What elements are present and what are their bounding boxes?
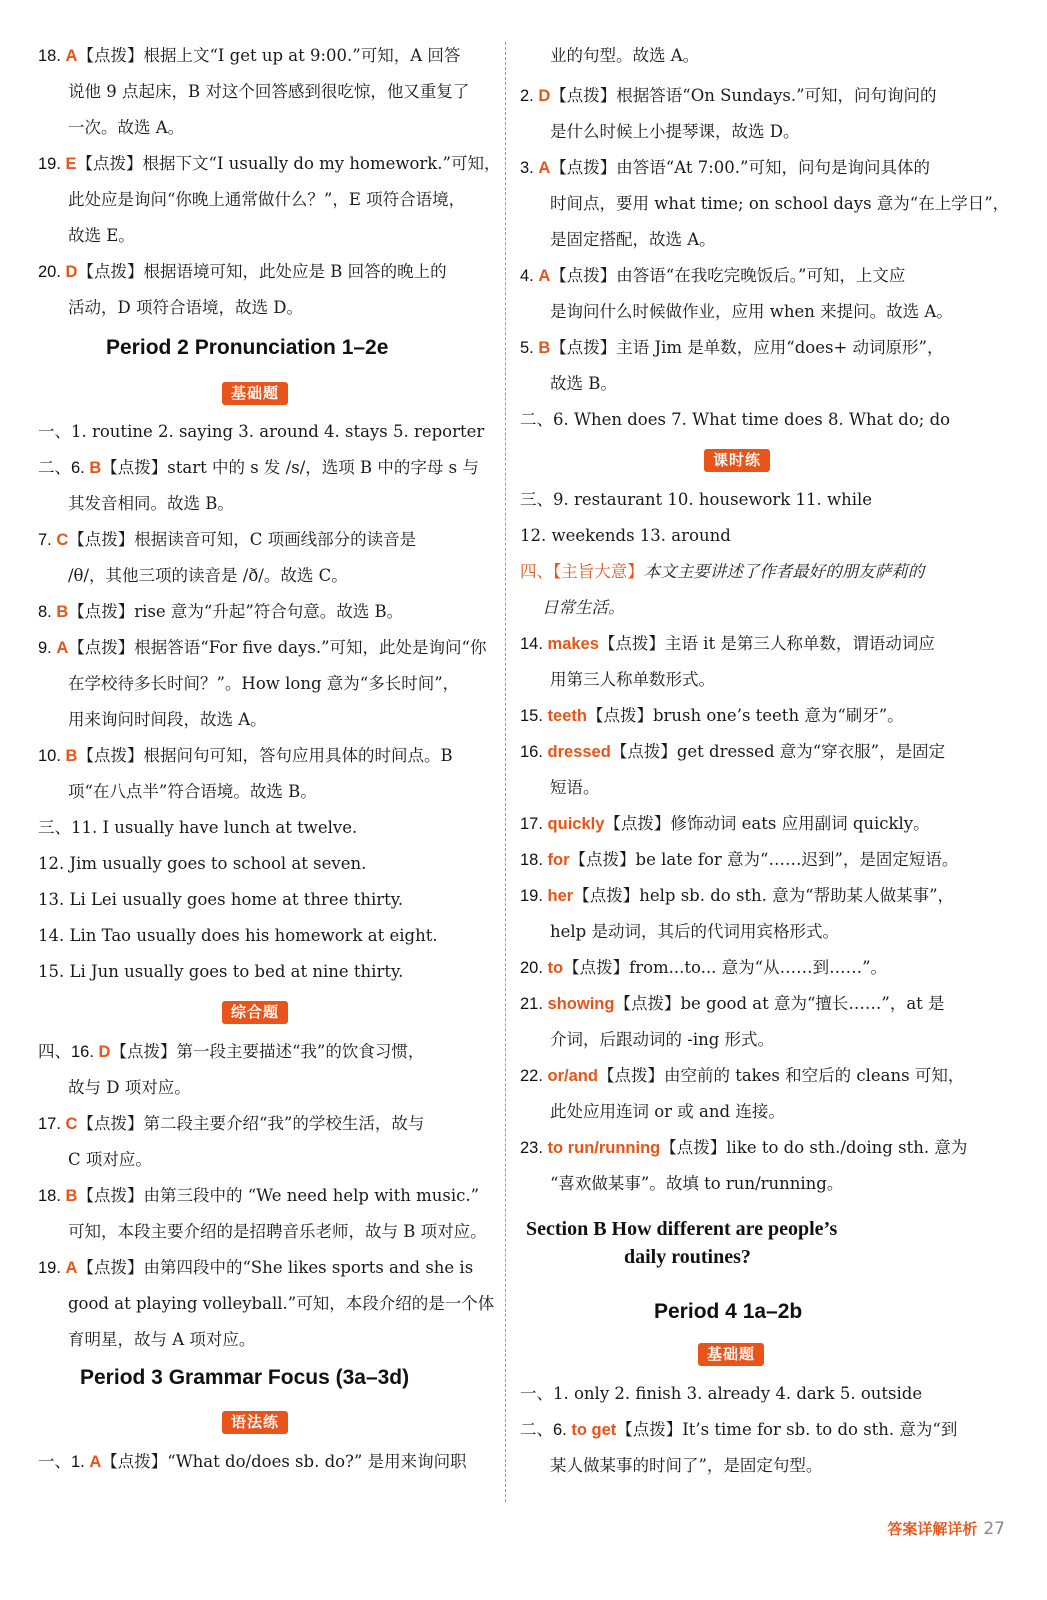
item-number: 9. (38, 639, 57, 657)
answer-line (68, 1078, 191, 1098)
answer-line (68, 1222, 487, 1242)
page-footer (887, 1518, 1005, 1539)
answer-line (68, 226, 135, 246)
answer-key: A (538, 159, 551, 177)
answer-line (550, 670, 715, 690)
explanation-text: 【点拨】由答语“在我吃完晚饭后。”可知，上文应 (550, 266, 906, 285)
explanation-text: 【点拨】第二段主要介绍“我”的学校生活，故与 (77, 1114, 425, 1133)
explanation-text: 故选 E。 (68, 226, 135, 245)
answer-key: A (65, 47, 78, 65)
answer-key: B (56, 603, 69, 621)
explanation-text: good at playing volleyball.”可知，本段介绍的是一个体 (68, 1294, 495, 1313)
answer-key: to run/running (547, 1139, 661, 1157)
answer-key: D (98, 1043, 111, 1061)
explanation-text: 15. Li Jun usually goes to bed at nine thirty. (38, 962, 404, 981)
answer-line (38, 530, 416, 550)
explanation-text: 故选 B。 (550, 374, 617, 393)
answer-line (38, 926, 438, 946)
answer-line (550, 922, 839, 942)
answer-key: B (538, 339, 551, 357)
item-number: 8. (38, 603, 57, 621)
item-number: 3. (520, 159, 539, 177)
explanation-text: 此处应用连词 or 或 and 连接。 (550, 1102, 785, 1121)
explanation-text: 一、1. routine 2. saying 3. around 4. stays 5. reporter (38, 422, 485, 441)
answer-line (38, 602, 403, 622)
main-idea-label: 四、【主旨大意】 (520, 562, 644, 581)
answer-key: showing (547, 995, 615, 1013)
explanation-text: 项“在八点半”符合语境。故选 B。 (68, 782, 317, 801)
explanation-text: 【点拨】“What do/does sb. do?” 是用来询问职 (101, 1452, 467, 1471)
main-idea-row (520, 562, 924, 582)
answer-key: to (547, 959, 564, 977)
section-b-heading-cont: daily routines? (624, 1246, 751, 1268)
explanation-text: help 是动词，其后的代词用宾格形式。 (550, 922, 839, 941)
answer-key: her (547, 887, 574, 905)
explanation-text: 介词，后跟动词的 -ing 形式。 (550, 1030, 775, 1049)
item-number: 4. (520, 267, 539, 285)
footer-label: 答案详解详析 (887, 1520, 978, 1538)
explanation-text: 一、1. only 2. finish 3. already 4. dark 5. outside (520, 1384, 923, 1403)
answer-key: B (65, 747, 78, 765)
item-number: 一、1. (38, 1453, 90, 1471)
explanation-text: 【点拨】get dressed 意为“穿衣服”，是固定 (610, 742, 946, 761)
answer-line (550, 302, 953, 322)
explanation-text: 【点拨】根据答语“For five days.”可知，此处是询问“你 (68, 638, 487, 657)
explanation-text: 用第三人称单数形式。 (550, 670, 715, 689)
answer-line (520, 886, 954, 906)
explanation-text: C 项对应。 (68, 1150, 152, 1169)
explanation-text: 【点拨】be late for 意为“……迟到”，是固定短语。 (569, 850, 959, 869)
answer-key: C (65, 1115, 78, 1133)
explanation-text: 是什么时候上小提琴课，故选 D。 (550, 122, 800, 141)
item-number: 20. (38, 263, 66, 281)
answer-line (38, 818, 357, 838)
period-2-heading: Period 2 Pronunciation 1–2e (106, 336, 389, 359)
answer-line (520, 1384, 922, 1404)
answer-line (550, 1456, 822, 1476)
answer-line (520, 742, 945, 762)
answer-line (38, 890, 403, 910)
badge-zongheti: 综合题 (222, 1001, 288, 1024)
answer-line (520, 526, 731, 546)
explanation-text: 【点拨】It’s time for sb. to do sth. 意为“到 (616, 1420, 958, 1439)
period-4-heading: Period 4 1a–2b (654, 1300, 803, 1323)
answer-line (38, 1042, 424, 1062)
item-number: 二、6. (520, 1421, 572, 1439)
explanation-text: 12. weekends 13. around (520, 526, 731, 545)
item-number: 22. (520, 1067, 548, 1085)
answer-line (38, 746, 453, 766)
answer-key: A (65, 1259, 78, 1277)
answer-key: dressed (547, 743, 611, 761)
item-number: 15. (520, 707, 548, 725)
explanation-text: 育明星，故与 A 项对应。 (68, 1330, 256, 1349)
explanation-text: 业的句型。故选 A。 (550, 46, 700, 65)
item-number: 四、16. (38, 1043, 99, 1061)
answer-line (550, 778, 600, 798)
answer-key: teeth (547, 707, 587, 725)
main-idea-text: 本文主要讲述了作者最好的朋友萨莉的 (643, 562, 925, 581)
answer-line (550, 230, 716, 250)
item-number: 二、6. (38, 459, 90, 477)
explanation-text: 三、9. restaurant 10. housework 11. while (520, 490, 873, 509)
explanation-text: 【点拨】根据问句可知，答句应用具体的时间点。B (77, 746, 453, 765)
answer-line (38, 262, 447, 282)
explanation-text: 二、6. When does 7. What time does 8. What do; do (520, 410, 951, 429)
column-divider (505, 42, 506, 1502)
explanation-text: 【点拨】根据答语“On Sundays.”可知，问句询问的 (550, 86, 937, 105)
answer-line (68, 1330, 255, 1350)
explanation-text: 时间点，要用 what time; on school days 意为“在上学日”， (550, 194, 1010, 213)
item-number: 14. (520, 635, 548, 653)
answer-key: A (89, 1453, 102, 1471)
explanation-text: 【点拨】由第三段中的 “We need help with music.” (77, 1186, 480, 1205)
badge-jichuti-2: 基础题 (698, 1343, 764, 1366)
answer-line (550, 374, 617, 394)
answer-line (38, 638, 486, 658)
explanation-text: 一次。故选 A。 (68, 118, 185, 137)
answer-line (38, 458, 479, 478)
period-3-heading: Period 3 Grammar Focus (3a–3d) (80, 1366, 410, 1389)
explanation-text: 13. Li Lei usually goes home at three thirty. (38, 890, 404, 909)
answer-line (38, 1186, 479, 1206)
explanation-text: 【点拨】be good at 意为“擅长……”，at 是 (614, 994, 945, 1013)
explanation-text: 【点拨】根据下文“I usually do my homework.”可知， (76, 154, 501, 173)
explanation-text: 【点拨】由第四段中的“She likes sports and she is (77, 1258, 474, 1277)
explanation-text: 【点拨】like to do sth./doing sth. 意为 (660, 1138, 968, 1157)
explanation-text: 【点拨】help sb. do sth. 意为“帮助某人做某事”， (573, 886, 955, 905)
explanation-text: 【点拨】brush one’s teeth 意为“刷牙”。 (586, 706, 904, 725)
item-number: 17. (520, 815, 548, 833)
item-number: 21. (520, 995, 548, 1013)
answer-line (520, 1138, 967, 1158)
item-number: 19. (38, 155, 66, 173)
answer-line (38, 962, 403, 982)
answer-line (520, 634, 935, 654)
explanation-text: 【点拨】主语 it 是第三人称单数，谓语动词应 (598, 634, 935, 653)
item-number: 7. (38, 531, 57, 549)
explanation-text: 可知，本段主要介绍的是招聘音乐老师，故与 B 项对应。 (68, 1222, 487, 1241)
item-number: 23. (520, 1139, 548, 1157)
explanation-text: 此处应是询问“你晚上通常做什么？”，E 项符合语境， (68, 190, 466, 209)
item-number: 10. (38, 747, 66, 765)
answer-line (38, 1258, 473, 1278)
explanation-text: 某人做某事的时间了”，是固定句型。 (550, 1456, 823, 1475)
answer-line (520, 266, 905, 286)
answer-line (520, 338, 943, 358)
explanation-text: “喜欢做某事”。故填 to run/running。 (550, 1174, 844, 1193)
explanation-text: 【点拨】根据上文“I get up at 9:00.”可知，A 回答 (77, 46, 461, 65)
answer-line (38, 1114, 424, 1134)
answer-line (550, 122, 799, 142)
answer-line (520, 958, 887, 978)
answer-line (38, 422, 484, 442)
section-b-heading: Section B How different are people’s (526, 1218, 838, 1240)
answer-line (520, 86, 937, 106)
answer-line (520, 814, 930, 834)
explanation-text: 12. Jim usually goes to school at seven. (38, 854, 367, 873)
badge-keshilian: 课时练 (704, 449, 770, 472)
answer-line (520, 158, 930, 178)
answer-key: quickly (547, 815, 605, 833)
answer-line (520, 1420, 957, 1440)
answer-key: to get (571, 1421, 617, 1439)
answer-line (38, 154, 500, 174)
answer-key: E (65, 155, 77, 173)
explanation-text: 【点拨】start 中的 s 发 /s/，选项 B 中的字母 s 与 (101, 458, 479, 477)
item-number: 5. (520, 339, 539, 357)
explanation-text: 【点拨】第一段主要描述“我”的饮食习惯， (110, 1042, 425, 1061)
explanation-text: 14. Lin Tao usually does his homework at eight. (38, 926, 438, 945)
item-number: 19. (38, 1259, 66, 1277)
answer-line (68, 1294, 494, 1314)
answer-key: D (65, 263, 78, 281)
answer-line (68, 710, 267, 730)
explanation-text: 说他 9 点起床，B 对这个回答感到很吃惊，他又重复了 (68, 82, 470, 101)
answer-line (520, 706, 904, 726)
answer-line (68, 782, 317, 802)
explanation-text: 【点拨】根据读音可知，C 项画线部分的读音是 (68, 530, 417, 549)
main-idea-text-cont: 日常生活。 (542, 598, 625, 617)
item-number: 20. (520, 959, 548, 977)
answer-key: A (538, 267, 551, 285)
explanation-text: 【点拨】由答语“At 7:00.”可知，问句是询问具体的 (550, 158, 930, 177)
item-number: 18. (520, 851, 548, 869)
explanation-text: 是询问什么时候做作业，应用 when 来提问。故选 A。 (550, 302, 953, 321)
answer-line (68, 1150, 152, 1170)
explanation-text: 活动，D 项符合语境，故选 D。 (68, 298, 303, 317)
answer-line (68, 82, 469, 102)
item-number: 2. (520, 87, 539, 105)
badge-yufalian: 语法练 (222, 1411, 288, 1434)
answer-key: C (56, 531, 69, 549)
answer-line (550, 1030, 774, 1050)
answer-line (68, 674, 459, 694)
answer-key: for (547, 851, 570, 869)
answer-key: makes (547, 635, 599, 653)
explanation-text: 故与 D 项对应。 (68, 1078, 191, 1097)
explanation-text: 【点拨】from...to... 意为“从……到……”。 (563, 958, 888, 977)
explanation-text: 是固定搭配，故选 A。 (550, 230, 716, 249)
answer-key: B (89, 459, 102, 477)
badge-jichuti-1: 基础题 (222, 382, 288, 405)
answer-line (68, 118, 184, 138)
answer-line (520, 490, 872, 510)
answer-line (520, 850, 958, 870)
answer-line (550, 1102, 785, 1122)
answer-key: A (56, 639, 69, 657)
answer-line (550, 46, 699, 66)
answer-line (520, 410, 950, 430)
answer-line (550, 1174, 843, 1194)
explanation-text: 三、11. I usually have lunch at twelve. (38, 818, 358, 837)
item-number: 18. (38, 1187, 66, 1205)
answer-line (550, 194, 1009, 214)
answer-key: D (538, 87, 551, 105)
answer-key: B (65, 1187, 78, 1205)
answer-line (68, 494, 234, 514)
explanation-text: 【点拨】rise 意为“升起”符合句意。故选 B。 (68, 602, 404, 621)
explanation-text: 用来询问时间段，故选 A。 (68, 710, 267, 729)
answer-line (520, 1066, 964, 1086)
answer-line (68, 298, 303, 318)
explanation-text: 在学校待多长时间？”。How long 意为“多长时间”， (68, 674, 460, 693)
explanation-text: 【点拨】修饰动词 eats 应用副词 quickly。 (604, 814, 930, 833)
page-number: 27 (983, 1519, 1005, 1539)
item-number: 19. (520, 887, 548, 905)
answer-line (38, 46, 460, 66)
answer-line (68, 566, 348, 586)
explanation-text: 其发音相同。故选 B。 (68, 494, 234, 513)
explanation-text: /θ/，其他三项的读音是 /ð/。故选 C。 (68, 566, 348, 585)
answer-line (520, 994, 945, 1014)
answer-line (38, 854, 366, 874)
explanation-text: 【点拨】由空前的 takes 和空后的 cleans 可知， (597, 1066, 965, 1085)
item-number: 18. (38, 47, 66, 65)
item-number: 16. (520, 743, 548, 761)
explanation-text: 短语。 (550, 778, 600, 797)
item-number: 17. (38, 1115, 66, 1133)
explanation-text: 【点拨】主语 Jim 是单数，应用“does+ 动词原形”， (550, 338, 944, 357)
explanation-text: 【点拨】根据语境可知，此处应是 B 回答的晚上的 (77, 262, 447, 281)
answer-key: or/and (547, 1067, 598, 1085)
answer-line (68, 190, 465, 210)
answer-line (38, 1452, 467, 1472)
